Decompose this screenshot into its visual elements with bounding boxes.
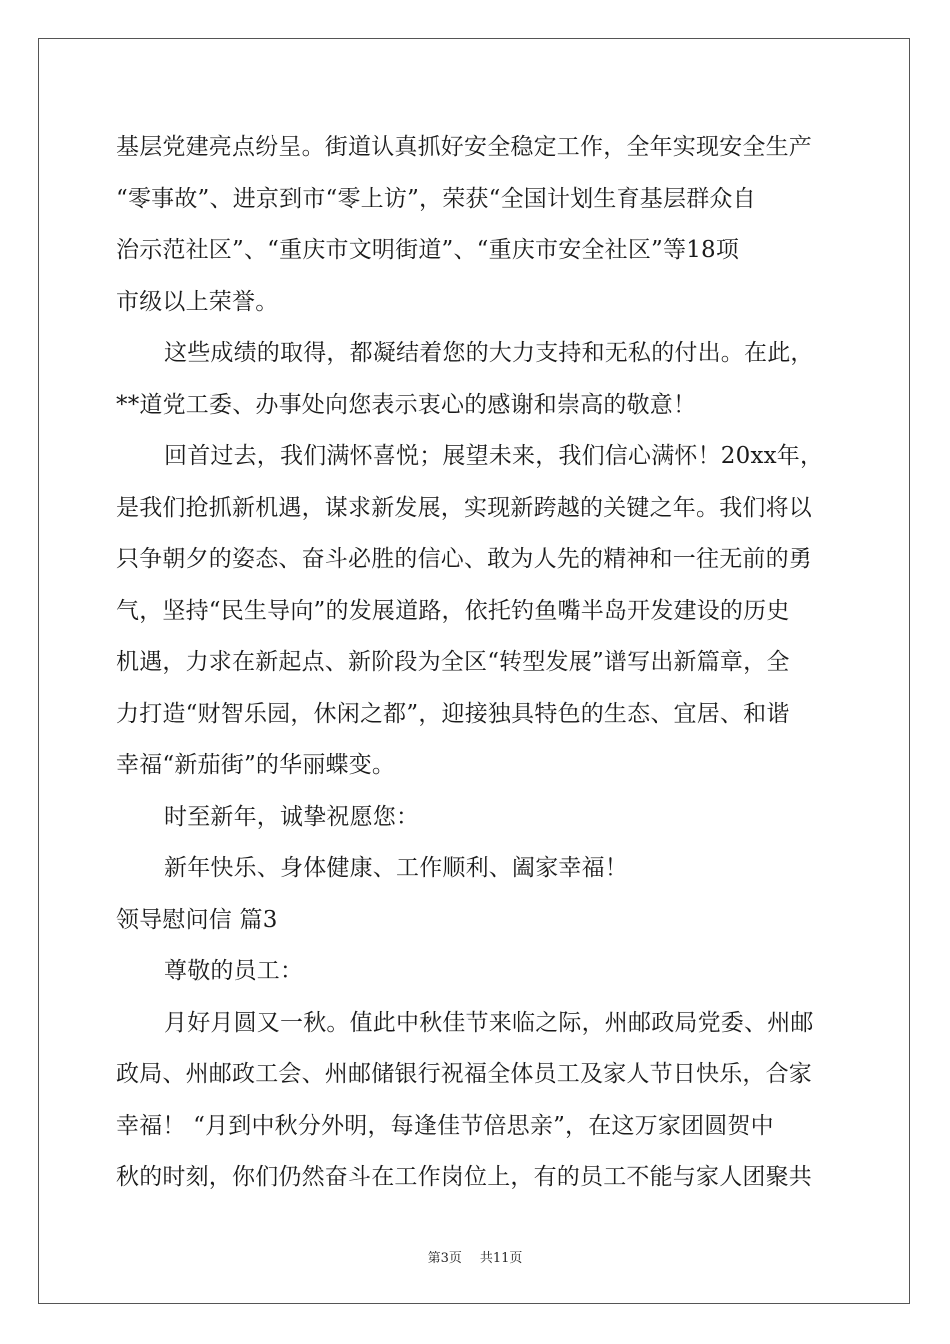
text-line-3: 治示范社区”、“重庆市文明街道”、“重庆市安全社区”等18项: [116, 237, 740, 263]
text-line-10: 气，坚持“民生导向”的发展道路，依托钓鱼嘴半岛开发建设的历史: [116, 597, 790, 624]
text-line-5: 这些成绩的取得，都凝结着您的大力支持和无私的付出。在此，: [164, 340, 814, 366]
text-line-19: 政局、州邮政工会、州邮储银行祝福全体员工及家人节日快乐，合家: [116, 1061, 812, 1087]
section-heading: 领导慰问信 篇3: [116, 906, 278, 933]
text-line-2: “零事故”、进京到市“零上访”，荣获“全国计划生育基层群众自: [116, 185, 756, 212]
text-line-7: 回首过去，我们满怀喜悦；展望未来，我们信心满怀！20xx年，: [164, 443, 824, 469]
text-line-20: 幸福！ “月到中秋分外明，每逢佳节倍思亲”，在这万家团圆贺中: [116, 1112, 774, 1139]
page-footer: [0, 1247, 950, 1266]
text-line-1: 基层党建亮点纷呈。街道认真抓好安全稳定工作，全年实现安全生产: [116, 134, 812, 160]
text-line-14: 时至新年，诚挚祝愿您：: [164, 803, 420, 830]
page-total: 共11页: [479, 1251, 523, 1266]
text-line-12: 力打造“财智乐园，休闲之都”，迎接独具特色的生态、宜居、和谐: [116, 700, 790, 727]
text-line-8: 是我们抢抓新机遇，谋求新发展，实现新跨越的关键之年。我们将以: [116, 494, 812, 521]
salutation-line: 尊敬的员工：: [164, 958, 304, 984]
text-line-21: 秋的时刻，你们仍然奋斗在工作岗位上，有的员工不能与家人团聚共: [116, 1164, 812, 1190]
text-line-9: 只争朝夕的姿态、奋斗必胜的信心、敢为人先的精神和一往无前的勇: [116, 546, 812, 572]
text-line-15: 新年快乐、身体健康、工作顺利、阖家幸福！: [164, 855, 628, 881]
text-line-13: 幸福“新茄街”的华丽蝶变。: [116, 752, 396, 778]
page-number: 第3页: [427, 1251, 462, 1266]
document-body: [116, 122, 836, 1204]
text-line-6: **道党工委、办事处向您表示衷心的感谢和崇高的敬意！: [116, 391, 697, 418]
text-line-4: 市级以上荣誉。: [116, 288, 279, 315]
text-line-11: 机遇，力求在新起点、新阶段为全区“转型发展”谱写出新篇章，全: [116, 649, 790, 675]
text-line-18: 月好月圆又一秋。值此中秋佳节来临之际，州邮政局党委、州邮: [164, 1009, 814, 1036]
